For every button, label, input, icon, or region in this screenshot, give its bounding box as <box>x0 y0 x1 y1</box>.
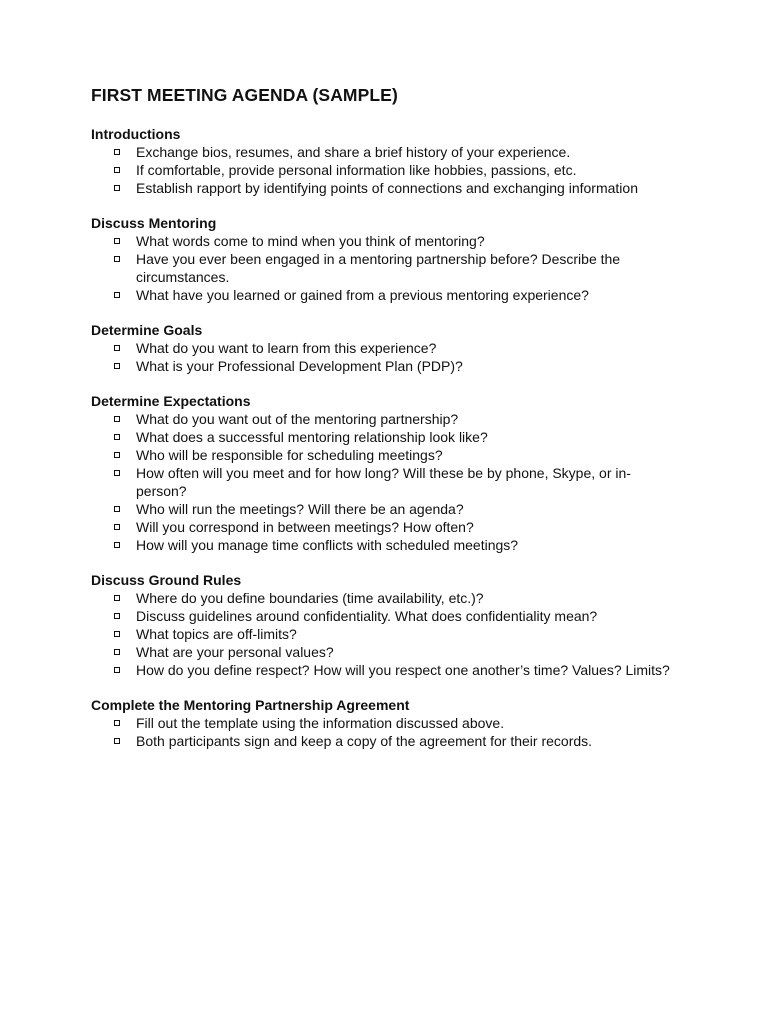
section-heading: Complete the Mentoring Partnership Agreement <box>91 697 410 713</box>
agenda-section <box>91 125 731 197</box>
square-bullet-icon <box>114 506 120 512</box>
list-item-text: How often will you meet and for how long? Will these be by phone, Skype, or in-person? <box>136 465 631 499</box>
list-item-text: What topics are off-limits? <box>136 626 297 642</box>
list-item-text: Establish rapport by identifying points of connections and exchanging information <box>136 180 638 196</box>
list-item-text: What is your Professional Development Plan (PDP)? <box>136 358 463 374</box>
list-item-text: Exchange bios, resumes, and share a brief history of your experience. <box>136 144 571 160</box>
list-item-text: Will you correspond in between meetings? How often? <box>136 519 474 535</box>
list-item <box>91 250 731 286</box>
agenda-section <box>91 214 731 304</box>
list-item-text: Who will run the meetings? Will there be an agenda? <box>136 501 464 517</box>
list-item <box>91 661 731 679</box>
square-bullet-icon <box>114 720 120 726</box>
square-bullet-icon <box>114 452 120 458</box>
agenda-sections <box>91 125 731 750</box>
section-heading: Discuss Ground Rules <box>91 572 242 588</box>
square-bullet-icon <box>114 345 120 351</box>
section-heading: Determine Expectations <box>91 393 251 409</box>
bullet-list <box>91 143 731 197</box>
list-item <box>91 643 731 661</box>
list-item <box>91 428 731 446</box>
list-item <box>91 357 731 375</box>
document-page <box>91 84 731 767</box>
list-item-text: Fill out the template using the information discussed above. <box>136 715 505 731</box>
list-item <box>91 339 731 357</box>
list-item-text: How do you define respect? How will you respect one another’s time? Values? Limits? <box>136 662 670 678</box>
square-bullet-icon <box>114 256 120 262</box>
square-bullet-icon <box>114 238 120 244</box>
square-bullet-icon <box>114 416 120 422</box>
square-bullet-icon <box>114 363 120 369</box>
square-bullet-icon <box>114 649 120 655</box>
square-bullet-icon <box>114 185 120 191</box>
section-heading: Determine Goals <box>91 322 203 338</box>
list-item-text: What do you want to learn from this experience? <box>136 340 437 356</box>
list-item <box>91 500 731 518</box>
square-bullet-icon <box>114 470 120 476</box>
list-item-text: Discuss guidelines around confidentiality. What does confidentiality mean? <box>136 608 598 624</box>
agenda-section <box>91 321 731 375</box>
square-bullet-icon <box>114 167 120 173</box>
list-item <box>91 179 731 197</box>
list-item-text: How will you manage time conflicts with scheduled meetings? <box>136 537 519 553</box>
list-item <box>91 536 731 554</box>
bullet-list <box>91 232 731 304</box>
list-item <box>91 714 731 732</box>
agenda-section <box>91 392 731 554</box>
square-bullet-icon <box>114 595 120 601</box>
list-item-text: Both participants sign and keep a copy of the agreement for their records. <box>136 733 593 749</box>
list-item <box>91 161 731 179</box>
list-item-text: What words come to mind when you think of mentoring? <box>136 233 485 249</box>
square-bullet-icon <box>114 524 120 530</box>
square-bullet-icon <box>114 434 120 440</box>
list-item-text: What does a successful mentoring relationship look like? <box>136 429 488 445</box>
list-item <box>91 232 731 250</box>
section-heading: Introductions <box>91 126 181 142</box>
list-item-text: If comfortable, provide personal information like hobbies, passions, etc. <box>136 162 577 178</box>
list-item <box>91 410 731 428</box>
list-item-text: Where do you define boundaries (time availability, etc.)? <box>136 590 484 606</box>
list-item-text: Who will be responsible for scheduling meetings? <box>136 447 443 463</box>
list-item <box>91 518 731 536</box>
square-bullet-icon <box>114 613 120 619</box>
square-bullet-icon <box>114 738 120 744</box>
document-title: FIRST MEETING AGENDA (SAMPLE) <box>91 85 398 105</box>
list-item-text: What have you learned or gained from a previous mentoring experience? <box>136 287 589 303</box>
list-item <box>91 732 731 750</box>
section-heading: Discuss Mentoring <box>91 215 217 231</box>
agenda-section <box>91 571 731 679</box>
list-item-text: What do you want out of the mentoring partnership? <box>136 411 459 427</box>
list-item <box>91 286 731 304</box>
list-item <box>91 625 731 643</box>
list-item-text: Have you ever been engaged in a mentoring partnership before? Describe the circumstances. <box>136 251 621 285</box>
list-item <box>91 143 731 161</box>
bullet-list <box>91 589 731 679</box>
bullet-list <box>91 410 731 554</box>
list-item <box>91 589 731 607</box>
agenda-section <box>91 696 731 750</box>
square-bullet-icon <box>114 631 120 637</box>
bullet-list <box>91 714 731 750</box>
list-item <box>91 607 731 625</box>
square-bullet-icon <box>114 292 120 298</box>
list-item <box>91 464 731 500</box>
square-bullet-icon <box>114 542 120 548</box>
square-bullet-icon <box>114 667 120 673</box>
list-item <box>91 446 731 464</box>
square-bullet-icon <box>114 149 120 155</box>
bullet-list <box>91 339 731 375</box>
list-item-text: What are your personal values? <box>136 644 334 660</box>
